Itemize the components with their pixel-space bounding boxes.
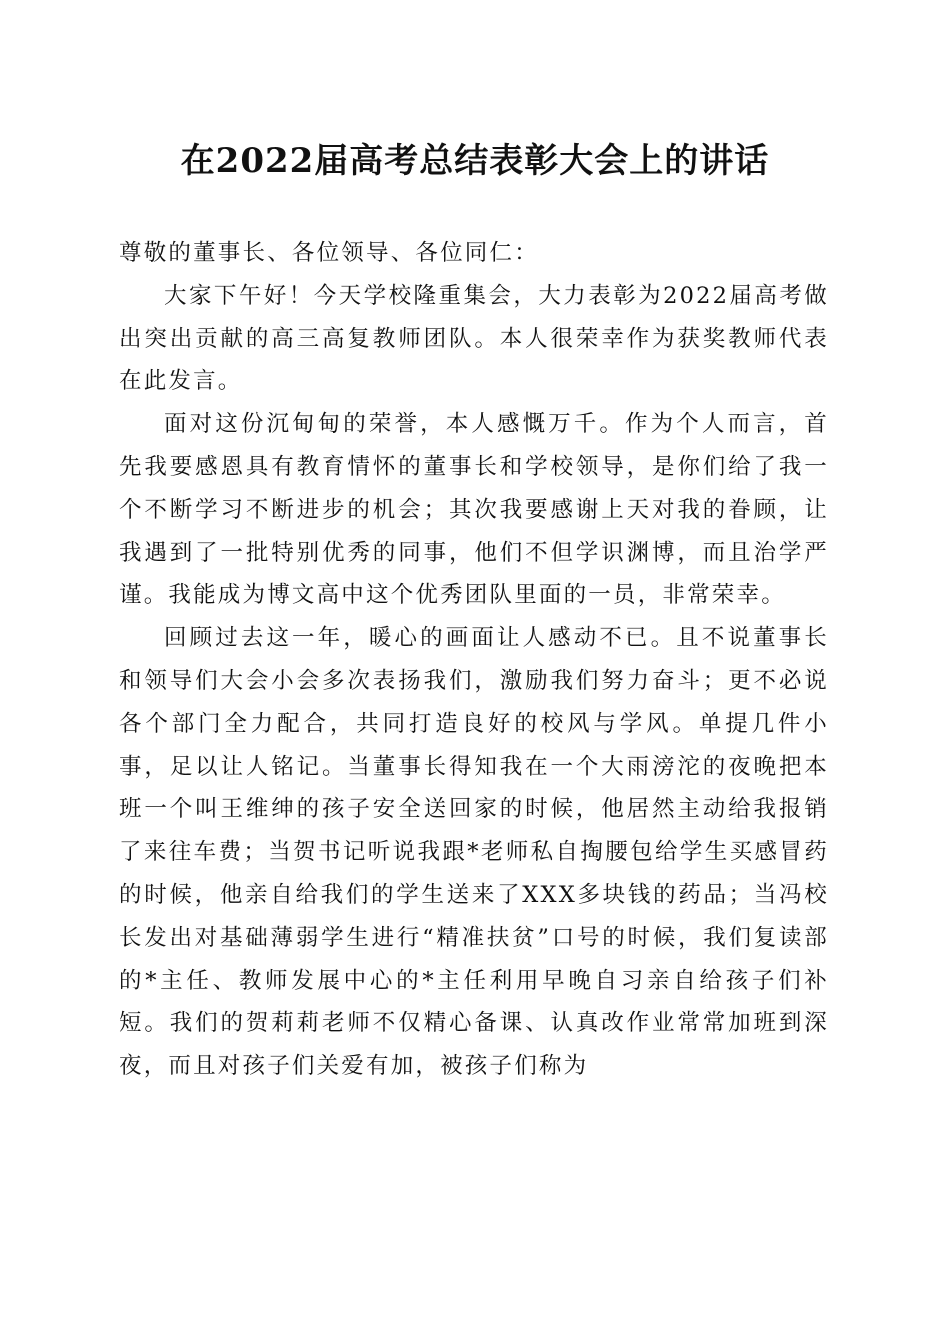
paragraph-3: 回顾过去这一年，暖心的画面让人感动不已。且不说董事长和领导们大会小会多次表扬我们，激励我们努力奋斗；更不必说各个部门全力配合，共同打造良好的校风与学风。单提几件小事，足以让人铭记。当董事长得知我在一个大雨滂沱的夜晚把本班一个叫王维绅的孩子安全送回家的时候，他居然主动给我报销了来往车费；当贺书记听说我跟*老师私自掏腰包给学生买感冒药的时候，他亲自给我们的学生送来了XXX多块钱的药品；当冯校长发出对基础薄弱学生进行“精准扶贫”口号的时候，我们复读部的*主任、教师发展中心的*主任利用早晚自习亲自给孩子们补短。我们的贺莉莉老师不仅精心备课、认真改作业常常加班到深夜，而且对孩子们关爱有加，被孩子们称为	[119, 625, 829, 1080]
paragraph-2: 面对这份沉甸甸的荣誉，本人感慨万千。作为个人而言，首先我要感恩具有教育情怀的董事长和学校领导，是你们给了我一个不断学习不断进步的机会；其次我要感谢上天对我的眷顾，让我遇到了一批特别优秀的同事，他们不但学识渊博，而且治学严谨。我能成为博文高中这个优秀团队里面的一员，非常荣幸。	[119, 411, 829, 609]
document-body	[119, 232, 829, 1088]
document-title: 在2022届高考总结表彰大会上的讲话	[180, 141, 770, 181]
salutation: 尊敬的董事长、各位领导、各位同仁：	[119, 240, 539, 266]
paragraph-1: 大家下午好！今天学校隆重集会，大力表彰为2022届高考做出突出贡献的高三高复教师团队。本人很荣幸作为获奖教师代表在此发言。	[119, 282, 829, 395]
